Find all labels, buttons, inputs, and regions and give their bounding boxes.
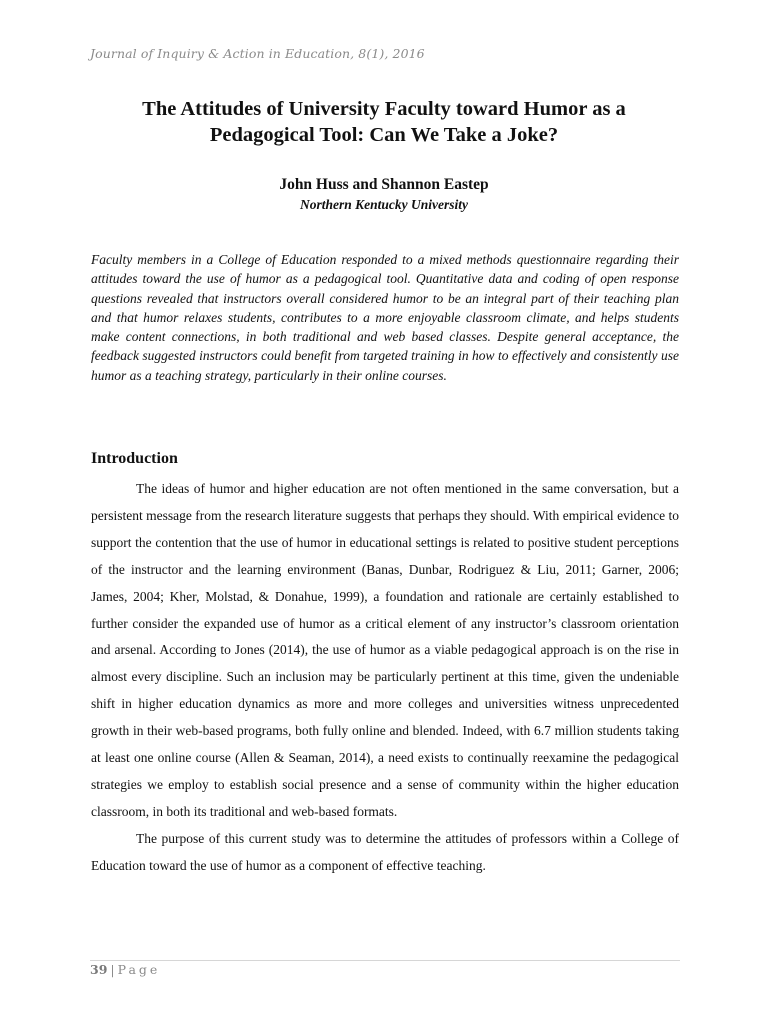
introduction-body bbox=[91, 476, 679, 880]
running-head: Journal of Inquiry & Action in Education, 8(1), 2016 bbox=[90, 46, 425, 61]
affiliation: Northern Kentucky University bbox=[299, 197, 468, 212]
title-line-2: Pedagogical Tool: Can We Take a Joke? bbox=[209, 124, 559, 146]
title-line-1: The Attitudes of University Faculty toward Humor as a bbox=[142, 98, 626, 120]
abstract: Faculty members in a College of Education responded to a mixed methods questionnaire regarding their attitudes toward the use of humor as a pedagogical tool. Quantitative data and coding of open response questions revealed that instructors overall considered humor to be an integral part of their teaching plan and that humor relaxes students, contributes to a more enjoyable classroom climate, and helps students make content connections, in both traditional and web based classes. Despite general acceptance, the feedback suggested instructors could benefit from targeted training in how to effectively and consistently use humor as a teaching strategy, particularly in their online courses. bbox=[91, 252, 679, 383]
page-footer bbox=[90, 962, 160, 977]
page-label: Page bbox=[117, 962, 161, 977]
footer-separator: | bbox=[110, 962, 115, 977]
footer-divider bbox=[90, 960, 680, 961]
paper-title bbox=[60, 96, 708, 148]
section-heading-introduction: Introduction bbox=[91, 450, 178, 467]
paragraph-2: The purpose of this current study was to determine the attitudes of professors within a College of Education toward the use of humor as a component of effective teaching. bbox=[91, 830, 679, 873]
page-number: 39 bbox=[90, 962, 108, 977]
authors: John Huss and Shannon Eastep bbox=[279, 176, 489, 193]
paragraph-1: The ideas of humor and higher education are not often mentioned in the same conversation, but a persistent message from the research literature suggests that perhaps they should. With empirical evidence to support the contention that the use of humor in educational settings is related to positive student perceptions of the instructor and the learning environment (Banas, Dunbar, Rodriguez & Liu, 2011; Garner, 2006; James, 2004; Kher, Molstad, & Donahue, 1999), a foundation and rationale are certainly established to further consider the expanded use of humor as a critical element of any instructor’s classroom orientation and arsenal. According to Jones (2014), the use of humor as a viable pedagogical approach is on the rise in almost every discipline. Such an inclusion may be particularly pertinent at this time, given the undeniable shift in higher education dynamics as more and more colleges and universities witness unprecedented growth in their web-based programs, both fully online and blended. Indeed, with 6.7 million students taking at least one online course (Allen & Seaman, 2014), a need exists to continually reexamine the pedagogical strategies we employ to establish social presence and a sense of community within the higher education classroom, in both its traditional and web-based formats. bbox=[91, 481, 679, 819]
